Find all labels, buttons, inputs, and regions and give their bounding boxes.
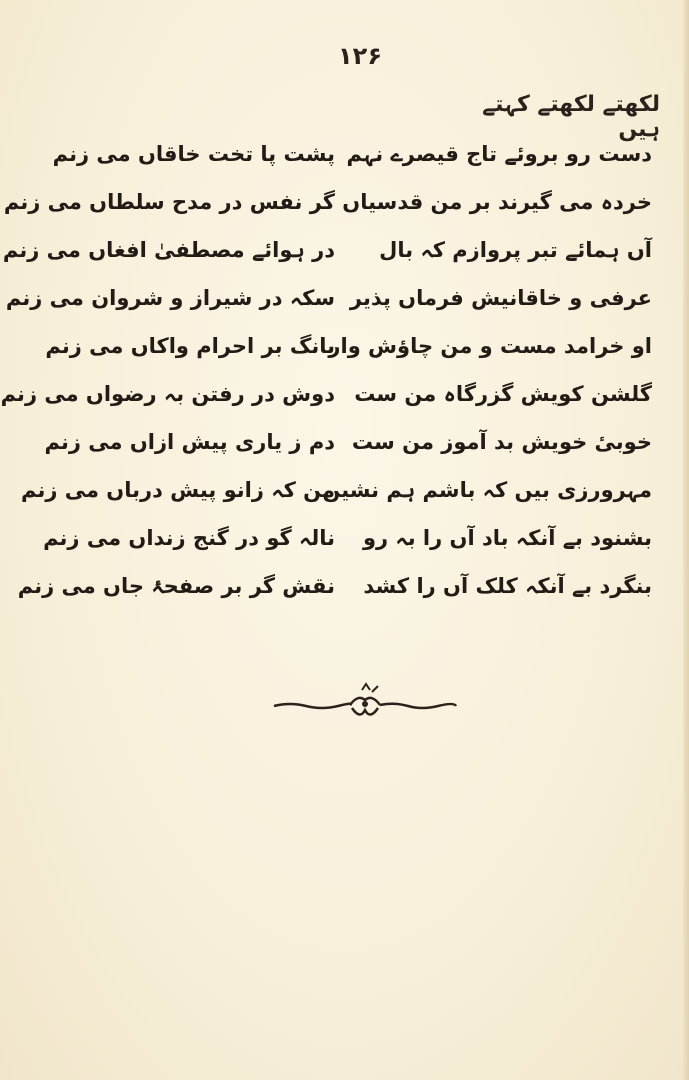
verse-line: پشت پا تخت خاقاں می زنم bbox=[52, 142, 335, 166]
verse-line: نقش گر بر صفحۂ جاں می زنم bbox=[17, 574, 335, 598]
verse-line: بشنود بے آنکہ باد آں را بہ رو bbox=[362, 526, 652, 550]
verse-line: دم ز یاری پیش ازاں می زنم bbox=[44, 430, 335, 454]
page-edge bbox=[683, 0, 689, 1080]
verse-line: در ہوائے مصطفیٰ افغاں می زنم bbox=[2, 238, 335, 262]
right-verse-column bbox=[322, 130, 652, 610]
verse-line: آں ہمائے تبر پروازم کہ بال bbox=[379, 238, 652, 262]
verse-line: من کہ زانو پیش درباں می زنم bbox=[20, 478, 335, 502]
verse-line: سکہ در شیراز و شروان می زنم bbox=[5, 286, 335, 310]
decorative-divider-icon bbox=[270, 680, 460, 728]
verse-line: گر نفس در مدح سلطاں می زنم bbox=[3, 190, 335, 214]
section-heading: لکھتے لکھتے کہتے ہیں bbox=[482, 92, 660, 142]
verse-line: دست رو بروئے تاج قیصرے نہم bbox=[346, 142, 652, 166]
left-verse-column bbox=[0, 130, 335, 610]
verse-line: گلشن کویش گزرگاہ من ست bbox=[354, 382, 652, 406]
verse-line: خوبیٔ خویش بد آموز من ست bbox=[351, 430, 652, 454]
verse-line: نالہ گو در گنج زنداں می زنم bbox=[43, 526, 335, 550]
verse-line: دوش در رفتن بہ رضواں می زنم bbox=[0, 382, 335, 406]
page-number: ۱۲۶ bbox=[338, 42, 382, 70]
verse-line: خردہ می گیرند بر من قدسیاں bbox=[342, 190, 652, 214]
verse-line: مہرورزی بیں کہ باشم ہم نشیں bbox=[322, 478, 652, 502]
verse-line: او خرامد مست و من چاؤش وار bbox=[328, 334, 652, 358]
verse-line: بانگ بر احرام واکاں می زنم bbox=[45, 334, 335, 358]
verse-line: عرفی و خاقانیش فرماں پذیر bbox=[349, 286, 652, 310]
verse-line: بنگرد بے آنکہ کلک آں را کشد bbox=[363, 574, 652, 598]
